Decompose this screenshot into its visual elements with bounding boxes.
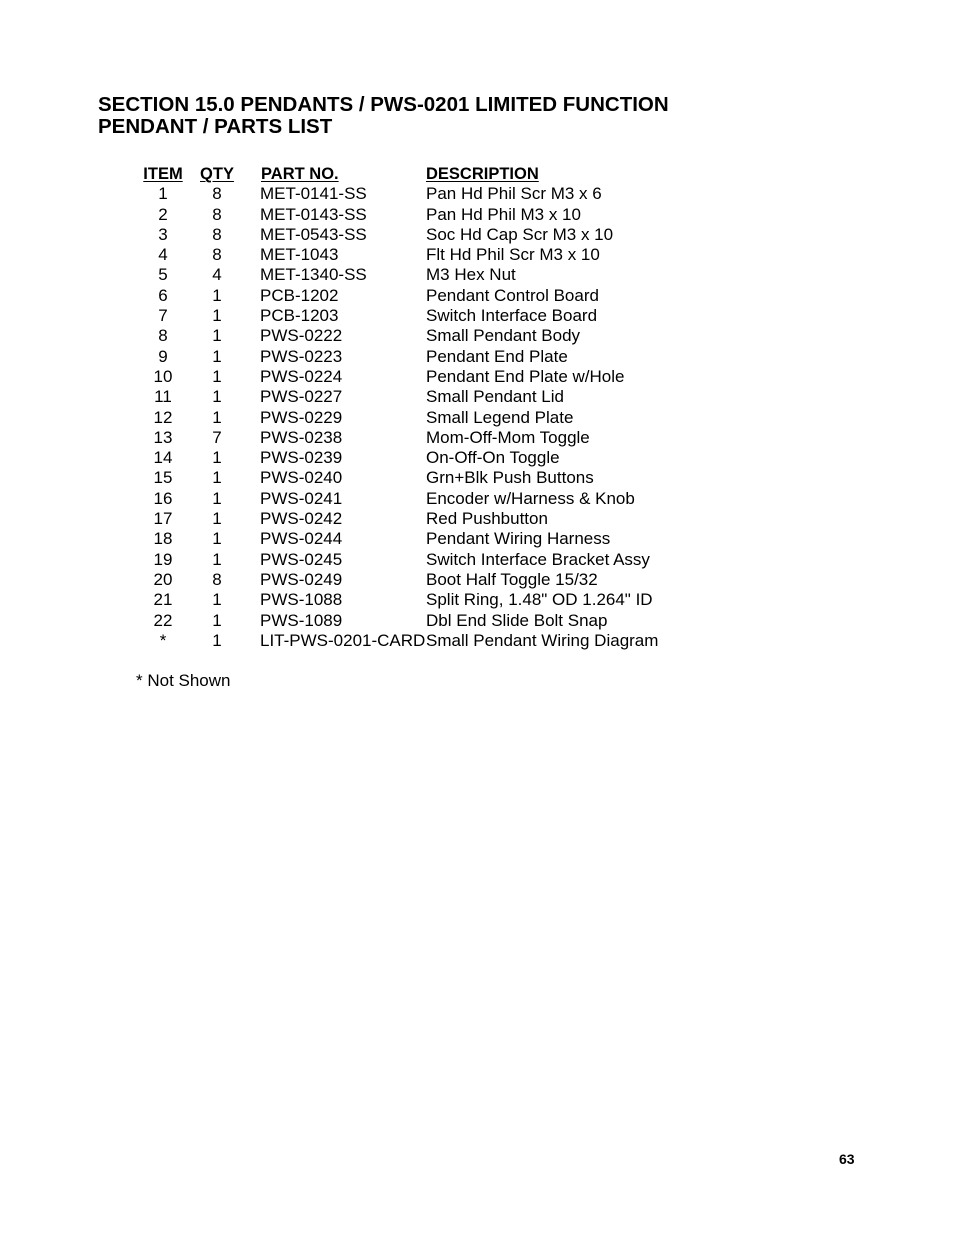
cell-item: 4 xyxy=(158,245,168,265)
table-row xyxy=(136,631,686,651)
cell-description: Red Pushbutton xyxy=(426,509,548,529)
table-row xyxy=(136,509,686,529)
parts-list-table xyxy=(136,164,686,651)
table-row xyxy=(136,448,686,468)
cell-part-no: MET-0543-SS xyxy=(260,224,367,244)
cell-part-no: PCB-1203 xyxy=(260,306,339,326)
table-row xyxy=(136,306,686,326)
parts-table-body xyxy=(136,184,686,651)
cell-item: 20 xyxy=(153,569,173,589)
cell-part-no: PWS-0238 xyxy=(260,427,343,447)
table-row xyxy=(136,590,686,610)
cell-item: 3 xyxy=(158,224,168,244)
cell-qty: 1 xyxy=(212,630,222,650)
table-row xyxy=(136,550,686,570)
cell-description: Grn+Blk Push Buttons xyxy=(426,468,594,488)
cell-part-no: PWS-1089 xyxy=(260,610,343,630)
cell-qty: 8 xyxy=(212,245,222,265)
cell-description: Pendant Control Board xyxy=(426,285,599,305)
cell-part-no: PWS-1088 xyxy=(260,590,343,610)
cell-item: 22 xyxy=(153,610,173,630)
cell-qty: 8 xyxy=(212,569,222,589)
cell-qty: 1 xyxy=(212,488,222,508)
cell-part-no: PCB-1202 xyxy=(260,285,339,305)
cell-description: Pan Hd Phil Scr M3 x 6 xyxy=(426,184,602,204)
cell-qty: 1 xyxy=(212,346,222,366)
cell-description: M3 Hex Nut xyxy=(426,265,516,285)
cell-item: 16 xyxy=(153,488,173,508)
cell-item: 6 xyxy=(158,285,168,305)
cell-description: Boot Half Toggle 15/32 xyxy=(426,569,598,589)
cell-part-no: PWS-0249 xyxy=(260,569,343,589)
cell-part-no: PWS-0240 xyxy=(260,468,343,488)
header-part-no: PART NO. xyxy=(261,165,339,183)
cell-description: Small Pendant Wiring Diagram xyxy=(426,630,659,650)
cell-qty: 1 xyxy=(212,407,222,427)
cell-item: 18 xyxy=(153,529,173,549)
cell-item: 8 xyxy=(158,326,168,346)
cell-part-no: PWS-0239 xyxy=(260,448,343,468)
table-row xyxy=(136,184,686,204)
cell-part-no: PWS-0224 xyxy=(260,366,343,386)
cell-item: 1 xyxy=(158,184,168,204)
cell-description: Pendant Wiring Harness xyxy=(426,529,611,549)
cell-qty: 1 xyxy=(212,529,222,549)
table-header-row xyxy=(136,164,686,184)
cell-part-no: PWS-0241 xyxy=(260,488,343,508)
cell-qty: 1 xyxy=(212,366,222,386)
cell-qty: 1 xyxy=(212,326,222,346)
page-title-line-2: PENDANT / PARTS LIST xyxy=(98,115,333,138)
page-title xyxy=(98,94,798,138)
cell-description: Dbl End Slide Bolt Snap xyxy=(426,610,608,630)
header-item: ITEM xyxy=(143,165,183,183)
table-row xyxy=(136,570,686,590)
cell-qty: 7 xyxy=(212,427,222,447)
cell-description: Soc Hd Cap Scr M3 x 10 xyxy=(426,224,614,244)
cell-description: On-Off-On Toggle xyxy=(426,448,560,468)
table-row xyxy=(136,529,686,549)
cell-qty: 1 xyxy=(212,610,222,630)
table-row xyxy=(136,245,686,265)
cell-item: 7 xyxy=(158,306,168,326)
cell-description: Switch Interface Bracket Assy xyxy=(426,549,650,569)
table-row xyxy=(136,387,686,407)
cell-description: Small Pendant Lid xyxy=(426,387,564,407)
cell-qty: 1 xyxy=(212,509,222,529)
cell-qty: 1 xyxy=(212,590,222,610)
table-row xyxy=(136,367,686,387)
cell-qty: 1 xyxy=(212,387,222,407)
cell-qty: 8 xyxy=(212,204,222,224)
cell-qty: 8 xyxy=(212,224,222,244)
table-row xyxy=(136,225,686,245)
cell-part-no: MET-0143-SS xyxy=(260,204,367,224)
cell-qty: 1 xyxy=(212,306,222,326)
page-number: 63 xyxy=(839,1151,855,1167)
cell-qty: 1 xyxy=(212,468,222,488)
cell-item: 11 xyxy=(154,387,172,407)
cell-part-no: MET-1340-SS xyxy=(260,265,367,285)
cell-part-no: PWS-0223 xyxy=(260,346,343,366)
table-row xyxy=(136,489,686,509)
cell-part-no: PWS-0242 xyxy=(260,509,343,529)
cell-description: Pan Hd Phil M3 x 10 xyxy=(426,204,581,224)
header-description: DESCRIPTION xyxy=(426,165,539,183)
cell-description: Small Pendant Body xyxy=(426,326,581,346)
cell-part-no: MET-1043 xyxy=(260,245,339,265)
cell-qty: 1 xyxy=(212,549,222,569)
cell-description: Encoder w/Harness & Knob xyxy=(426,488,635,508)
footnote: * Not Shown xyxy=(136,671,231,690)
table-row xyxy=(136,611,686,631)
table-row xyxy=(136,468,686,488)
cell-item: 13 xyxy=(153,427,173,447)
table-row xyxy=(136,408,686,428)
cell-item: * xyxy=(159,630,167,650)
table-row xyxy=(136,205,686,225)
table-row xyxy=(136,326,686,346)
cell-description: Split Ring, 1.48" OD 1.264" ID xyxy=(426,590,653,610)
cell-part-no: PWS-0229 xyxy=(260,407,343,427)
cell-item: 9 xyxy=(158,346,168,366)
table-row xyxy=(136,428,686,448)
table-row xyxy=(136,286,686,306)
cell-item: 21 xyxy=(153,590,173,610)
cell-qty: 1 xyxy=(212,448,222,468)
cell-part-no: PWS-0227 xyxy=(260,387,343,407)
cell-qty: 1 xyxy=(212,285,222,305)
page-title-line-1: SECTION 15.0 PENDANTS / PWS-0201 LIMITED FUNCTION xyxy=(98,93,669,116)
cell-description: Switch Interface Board xyxy=(426,306,598,326)
cell-part-no: LIT-PWS-0201-CARD xyxy=(260,630,426,650)
cell-description: Small Legend Plate xyxy=(426,407,574,427)
cell-part-no: PWS-0245 xyxy=(260,549,343,569)
header-qty: QTY xyxy=(200,165,234,183)
table-row xyxy=(136,265,686,285)
cell-part-no: PWS-0222 xyxy=(260,326,343,346)
cell-qty: 8 xyxy=(212,184,222,204)
cell-item: 2 xyxy=(158,204,168,224)
cell-part-no: MET-0141-SS xyxy=(260,184,367,204)
cell-item: 12 xyxy=(153,407,173,427)
cell-item: 19 xyxy=(153,549,173,569)
cell-item: 14 xyxy=(153,448,173,468)
cell-item: 15 xyxy=(153,468,173,488)
cell-description: Pendant End Plate xyxy=(426,346,568,366)
cell-item: 5 xyxy=(158,265,168,285)
table-row xyxy=(136,347,686,367)
cell-qty: 4 xyxy=(212,265,222,285)
cell-description: Flt Hd Phil Scr M3 x 10 xyxy=(426,245,600,265)
cell-description: Mom-Off-Mom Toggle xyxy=(426,427,590,447)
cell-item: 10 xyxy=(153,366,173,386)
cell-item: 17 xyxy=(153,509,173,529)
cell-part-no: PWS-0244 xyxy=(260,529,343,549)
cell-description: Pendant End Plate w/Hole xyxy=(426,366,625,386)
